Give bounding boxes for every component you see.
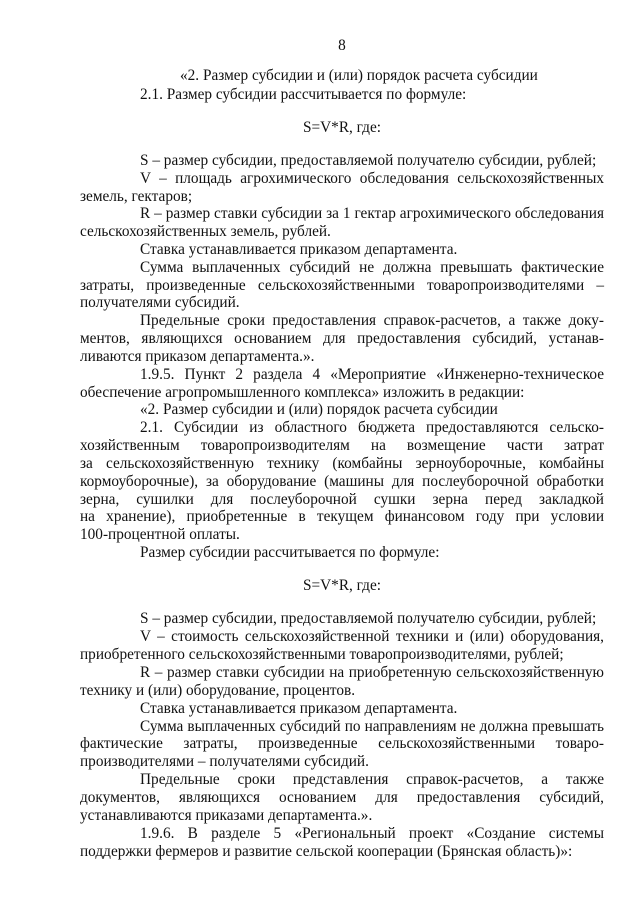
page-number: 8 xyxy=(338,37,346,54)
text-line: 100-процентной оплаты. xyxy=(80,526,240,543)
text-line: R – размер ставки субсидии на приобретенную сельскохозяйственную xyxy=(140,664,604,681)
text-line: на хранение), приобретенные в текущем финансовом году при условии xyxy=(80,508,604,525)
text-line: Сумма выплаченных субсидий по направлениям не должна превышать xyxy=(140,718,604,735)
text-line: обеспечение агропромышленного комплекса» изложить в редакции: xyxy=(80,384,525,401)
text-line: S=V*R, где: xyxy=(302,577,381,594)
text-line: за сельскохозяйственную технику (комбайны зерноуборочные, комбайны xyxy=(80,455,604,472)
text-line: Сумма выплаченных субсидий не должна превышать фактические xyxy=(140,259,604,276)
text-line: поддержки фермеров и развитие сельской кооперации (Брянская область)»: xyxy=(80,843,573,860)
text-line: «2. Размер субсидии и (или) порядок расчета субсидии xyxy=(180,67,538,84)
text-line: хозяйственным товаропроизводителям на возмещение части затрат xyxy=(80,437,604,454)
text-line: «2. Размер субсидии и (или) порядок расчета субсидии xyxy=(140,401,498,418)
text-line: Предельные сроки представления справок-расчетов, а также xyxy=(140,771,604,788)
text-line: затраты, произведенные сельскохозяйственными товаропроизводителями – xyxy=(80,277,604,294)
text-line: документов, являющихся основанием для предоставления субсидий, xyxy=(80,789,604,806)
text-line: S – размер субсидии, предоставляемой получателю субсидии, рублей; xyxy=(140,152,597,169)
text-line: кормоуборочные), за оборудование (машины для послеуборочной обработки xyxy=(80,473,604,490)
text-line: устанавливаются приказами департамента.». xyxy=(80,807,373,824)
text-line: ливаются приказом департамента.». xyxy=(80,348,315,365)
text-line: V – стоимость сельскохозяйственной техники и (или) оборудования, xyxy=(140,628,604,645)
text-line: 2.1. Субсидии из областного бюджета предоставляются сельско- xyxy=(140,419,604,436)
text-line: Предельные сроки предоставления справок-расчетов, а также доку- xyxy=(140,312,604,329)
text-line: 1.9.6. В разделе 5 «Региональный проект «Создание системы xyxy=(140,825,604,842)
text-line: R – размер ставки субсидии за 1 гектар агрохимического обследования xyxy=(140,205,604,222)
text-line: Ставка устанавливается приказом департамента. xyxy=(140,700,458,717)
text-line: S – размер субсидии, предоставляемой получателю субсидии, рублей; xyxy=(140,610,597,627)
text-line: 1.9.5. Пункт 2 раздела 4 «Мероприятие «Инженерно-техническое xyxy=(140,366,604,383)
text-line: 2.1. Размер субсидии рассчитывается по формуле: xyxy=(140,86,467,103)
text-line: приобретенного сельскохозяйственными товаропроизводителями, рублей; xyxy=(80,646,564,663)
text-line: фактические затраты, произведенные сельскохозяйственными товаро- xyxy=(80,735,604,752)
text-line: производителями – получателями субсидий. xyxy=(80,753,369,770)
text-line: V – площадь агрохимического обследования сельскохозяйственных xyxy=(140,170,604,187)
text-line: получателями субсидий. xyxy=(80,294,240,311)
text-line: земель, гектаров; xyxy=(80,188,193,205)
text-line: технику и (или) оборудование, процентов. xyxy=(80,682,356,699)
text-line: ментов, являющихся основанием для предоставления субсидий, устанав- xyxy=(80,330,604,347)
text-line: Ставка устанавливается приказом департамента. xyxy=(140,241,458,258)
text-line: Размер субсидии рассчитывается по формуле: xyxy=(140,544,440,561)
text-line: S=V*R, где: xyxy=(302,119,381,136)
text-line: зерна, сушилки для послеуборочной сушки зерна перед закладкой xyxy=(80,491,604,508)
text-line: сельскохозяйственных земель, рублей. xyxy=(80,223,331,240)
